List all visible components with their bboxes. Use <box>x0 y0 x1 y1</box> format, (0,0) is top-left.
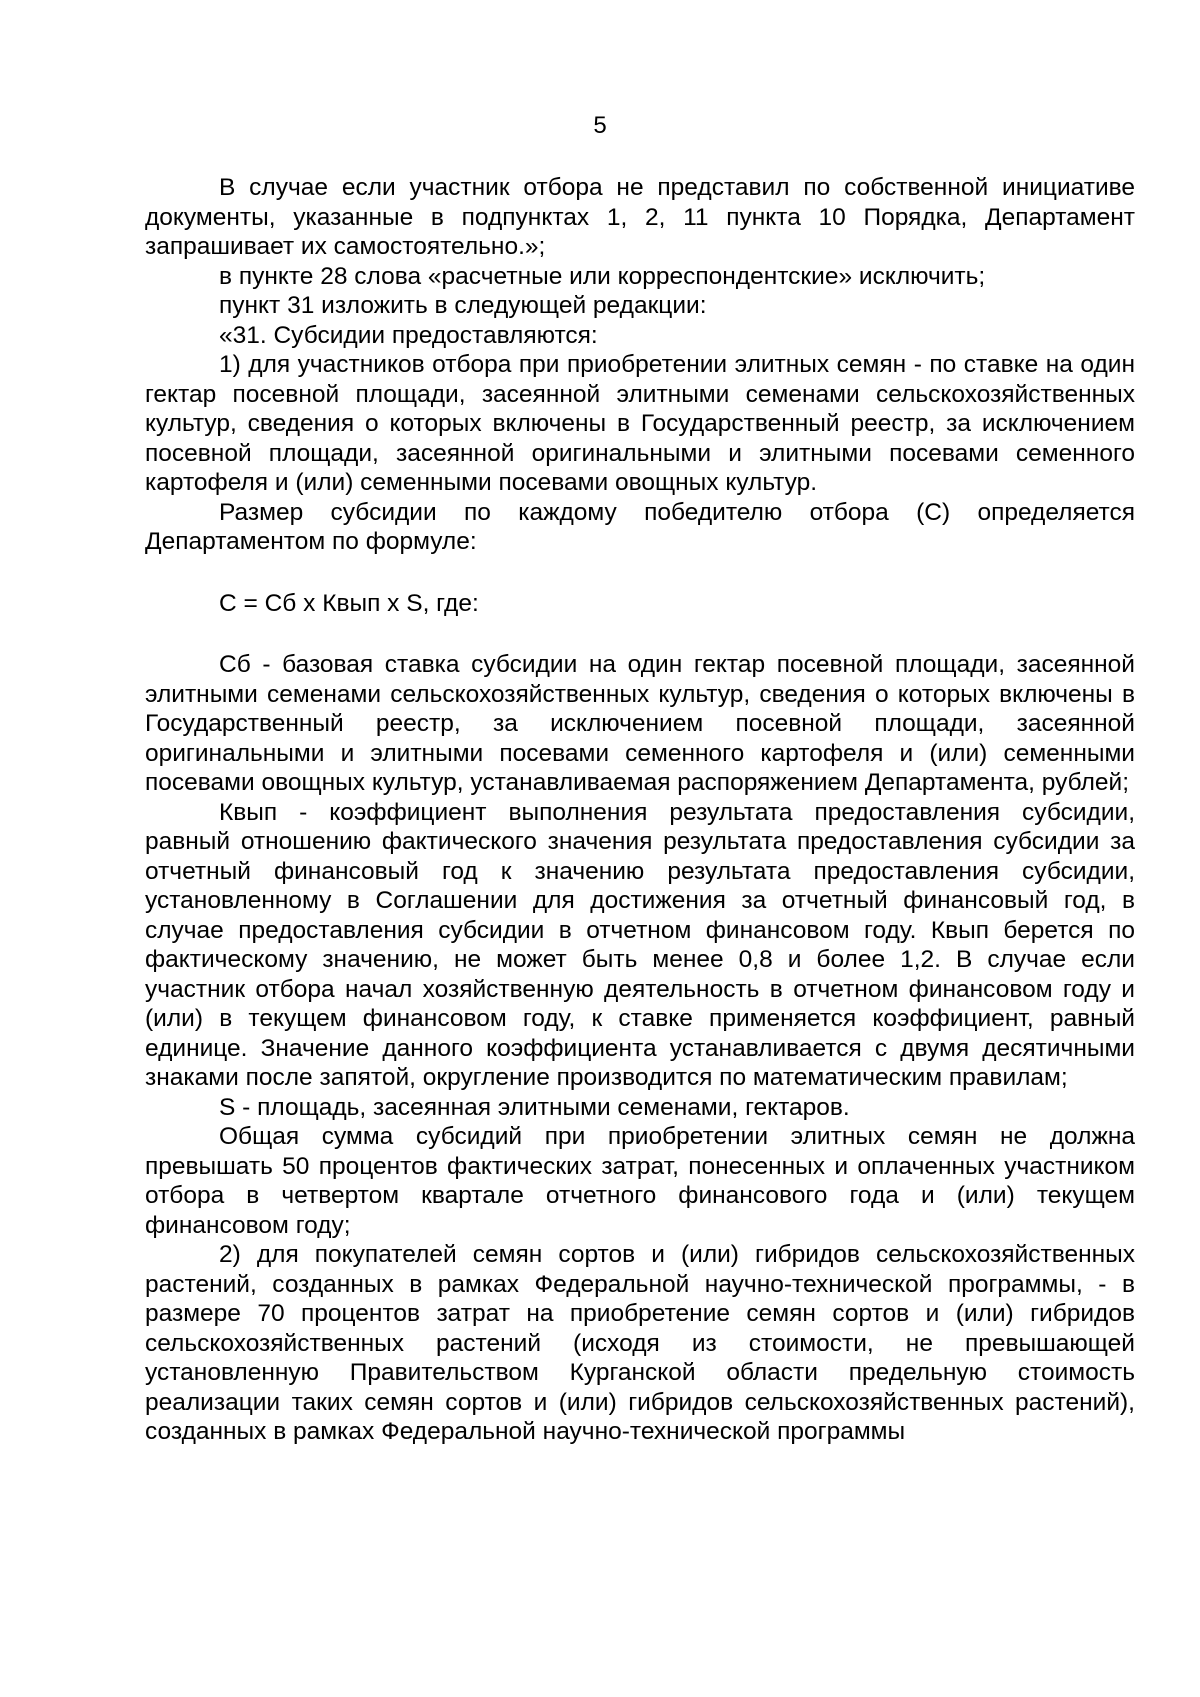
paragraph: 2) для покупателей семян сортов и (или) гибридов сельскохозяйственных растений, созданных в рамках Федеральной научно-технической программы, - в размере 70 процентов затрат на приобретение семян сортов и (или) гибридов сельскохозяйственных растений (исходя из стоимости, не превышающей установленную Правительством Курганской области предельную стоимость реализации таких семян сортов и (или) гибридов сельскохозяйственных растений), созданных в рамках Федеральной научно-технической программы <box>145 1241 1135 1445</box>
paragraph: в пункте 28 слова «расчетные или корреспондентские» исключить; <box>219 262 986 290</box>
paragraph: Сб - базовая ставка субсидии на один гектар посевной площади, засеянной элитными семенами сельскохозяйственных культур, сведения о которых включены в Государственный реестр, за исключением посевной площади, засеянной оригинальными и элитными посевами семенного картофеля и (или) семенными посевами овощных культур, устанавливаемая распоряжением Департамента, рублей; <box>145 651 1135 796</box>
paragraph: Размер субсидии по каждому победителю отбора (С) определяется Департаментом по формуле: <box>145 498 1135 555</box>
paragraph: пункт 31 изложить в следующей редакции: <box>219 292 707 319</box>
paragraph: «31. Субсидии предоставляются: <box>219 321 598 349</box>
document-body <box>145 173 1135 1447</box>
paragraph: S - площадь, засеянная элитными семенами, гектаров. <box>219 1093 850 1121</box>
paragraph: В случае если участник отбора не представил по собственной инициативе документы, указанные в подпунктах 1, 2, 11 пункта 10 Порядка, Департамент запрашивает их самостоятельно.»; <box>145 174 1135 260</box>
paragraph: Квып - коэффициент выполнения результата предоставления субсидии, равный отношению фактического значения результата предоставления субсидии за отчетный финансовый год к значению результата предоставления субсидии, установленному в Соглашении для достижения за отчетный финансовый год, в случае предоставления субсидии в отчетном финансовом году. Квып берется по фактическому значению, не может быть менее 0,8 и более 1,2. В случае если участник отбора начал хозяйственную деятельность в отчетном финансовом году и (или) в текущем финансовом году, к ставке применяется коэффициент, равный единице. Значение данного коэффициента устанавливается с двумя десятичными знаками после запятой, округление производится по математическим правилам; <box>145 798 1135 1091</box>
formula: С = Сб х Квып х S, где: <box>219 589 479 617</box>
page-number: 5 <box>593 112 607 139</box>
paragraph: 1) для участников отбора при приобретении элитных семян - по ставке на один гектар посевной площади, засеянной элитными семенами сельскохозяйственных культур, сведения о которых включены в Государственный реестр, за исключением посевной площади, засеянной оригинальными и элитными посевами семенного картофеля и (или) семенными посевами овощных культур. <box>145 351 1135 496</box>
paragraph: Общая сумма субсидий при приобретении элитных семян не должна превышать 50 процентов фактических затрат, понесенных и оплаченных участником отбора в четвертом квартале отчетного финансового года и (или) текущем финансовом году; <box>145 1123 1135 1239</box>
